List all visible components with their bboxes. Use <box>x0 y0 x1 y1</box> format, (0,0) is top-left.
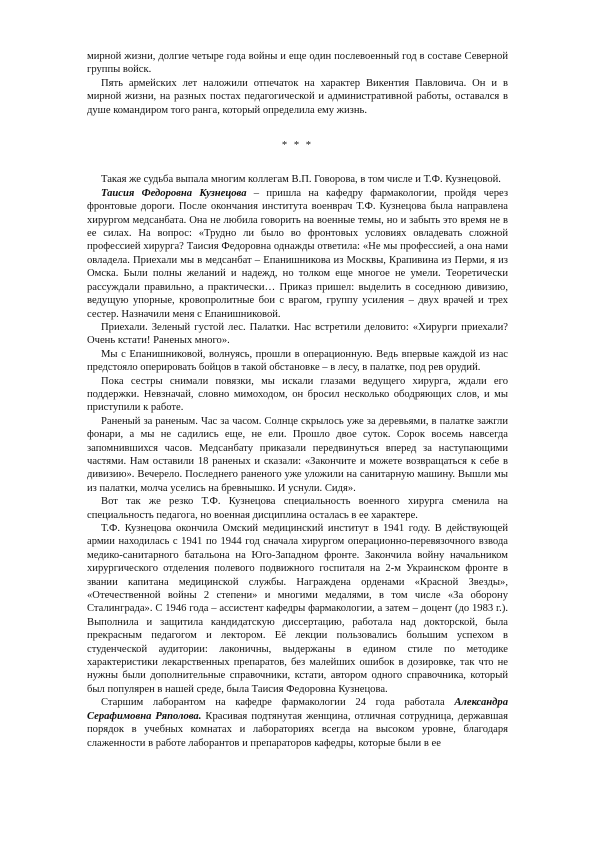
paragraph-kuznetsova <box>87 187 508 321</box>
kuznetsova-text: – пришла на кафедру фармакологии, пройдя через фронтовые дороги. После окончания института военврач Т.Ф. Кузнецова была направлена хирургом медсанбата. Она не любила говорить на военные темы, но и забыть это время не в ее силах. На вопрос: «Трудно ли было во фронтовых условиях овладевать сложной профессией хирурга? Таисия Федоровна однажды ответила: «Не мы профессией, а она нами овладела. Приехали мы в медсанбат – Епанишникова из Москвы, Крапивина из Перми, я из Омска. Были полны желаний и надежд, но толком еще многое не умели. Теоретически рассуждали правильно, а практически… Приказ пришел: выделить в соседнюю дивизию, ведущую упорные, кровопролитные бои с врагом, группу усиления – двух врачей и трех сестер. Назначили меня с Епанишниковой. <box>87 187 509 320</box>
paragraph-wounded: Раненый за раненым. Час за часом. Солнце скрылось уже за деревьями, в палатке зажгли фонари, а мы не садились еще, не ели. Прошло двое суток. Сорок восемь навсегда запомнившихся часов. Медсанбату приказали передвинуться вперед за наступающими частями. Нам оставили 18 раненых и сказали: «Закончите и можете возвращаться к себе в дивизию». Вечерело. Последнего раненого уже уложили на санитарную машину. Вышли мы из палатки, молча уселись на бревнышко. И уснули. Сидя». <box>87 415 508 494</box>
person-name-kuznetsova: Таисия Федоровна Кузнецова <box>101 187 247 199</box>
section-separator: * * * <box>281 140 314 152</box>
ryapolova-before: Старшим лаборантом на кафедре фармакологии 24 года работала <box>101 697 455 709</box>
paragraph-bandages: Пока сестры снимали повязки, мы искали глазами ведущего хирурга, ждали его поддержки. Невзначай, словно мимоходом, он бросил несколько ободряющих слов, и мы приступили к работе. <box>87 375 508 414</box>
document-page <box>87 50 508 750</box>
paragraph-intro: Такая же судьба выпала многим коллегам В.П. Говорова, в том числе и Т.Ф. Кузнецовой. <box>101 174 501 186</box>
person-name-ryapolova: Александра Серафимовна Ряполова. <box>87 697 508 722</box>
paragraph-army-years: Пять армейских лет наложили отпечаток на характер Викентия Павловича. Он и в мирной жизни, на разных постах педагогической и административной работы, оставался в душе командиром того ранга, который определила ему жизнь. <box>87 77 508 116</box>
ryapolova-after: Красивая подтянутая женщина, отличная сотрудница, державшая порядок в учебных комнатах и лабораториях всегда на высоком уровне, благодаря слаженности в работе лаборантов и препараторов кафедры, которые были в ее <box>87 710 508 749</box>
paragraph-operating-room: Мы с Епанишниковой, волнуясь, прошли в операционную. Ведь впервые каждой из нас предстояло оперировать бойцов в такой обстановке – в лесу, в палатке, под рев орудий. <box>87 348 508 374</box>
paragraph-continued: мирной жизни, долгие четыре года войны и еще один послевоенный год в составе Северной группы войск. <box>87 51 508 76</box>
paragraph-biography: Т.Ф. Кузнецова окончила Омский медицинский институт в 1941 году. В действующей армии находилась с 1941 по 1944 год сначала хирургом операционно-перевязочного взвода медико-санитарного батальона на Юго-Западном фронте. Закончила войну начальником хирургического отделения полевого подвижного госпиталя на 2-м Украинском фронте в звании капитана медицинской службы. Награждена орденами «Красной Звезды», «Отечественной войны 2 степени» и многими медалями, в том числе «За оборону Сталинграда». С 1946 года – ассистент кафедры фармакологии, а затем – доцент (до 1983 г.). Выполнила и защитила кандидатскую диссертацию, работала над докторской, была прекрасным педагогом и лектором. Её лекции пользовались большим успехом в студенческой аудитории: лаконичны, выдержаны в едином стиле по методике характеристики лекарственных препаратов, без малейших ошибок в дозировке, так что не нужны были дополнительные справочники, кстати, автором одного справочника, который был популярен в нашей среде, была Таисия Федоровна Кузнецова. <box>87 523 508 695</box>
paragraph-arrival: Приехали. Зеленый густой лес. Палатки. Нас встретили деловито: «Хирурги приехали? Очень кстати! Раненых много». <box>87 321 508 347</box>
paragraph-specialty-change: Вот так же резко Т.Ф. Кузнецова специальность военного хирурга сменила на специальность педагога, но военная дисциплина осталась в ее характере. <box>87 496 508 521</box>
paragraph-ryapolova <box>87 696 508 750</box>
